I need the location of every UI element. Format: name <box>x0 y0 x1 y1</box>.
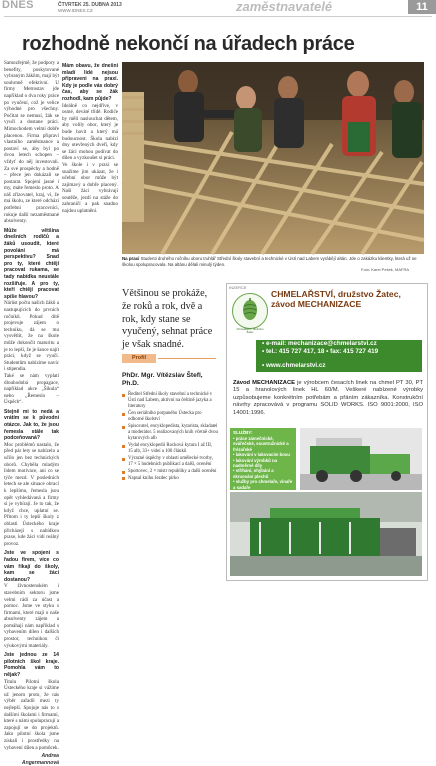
interview-question: Může většina dnešních rodičů a žáků usoudit, které povolání má perspektivu? Snad pro ty, které chtějí pracovat rukama, se tady nabídka neustále rozšiřuje. A pro ty, kteří chtějí pracovat spíše hlavou? <box>4 227 59 300</box>
article-column-1 <box>4 60 59 766</box>
article-column-2 <box>62 60 118 590</box>
ad-title: CHMELAŘSTVÍ, družstvo Žatec, závod MECHANIZACE <box>271 289 401 310</box>
brand-logo: DNES <box>2 0 34 11</box>
profile-bullet: Čen seriálního porpaného Ústecka pro odborné školství <box>122 411 218 423</box>
issue-date: ČTVRTEK 25. DUBNA 2013 <box>58 2 122 8</box>
profile-bullet: Spisovatel, encyklopedista, kytarista, skladatel a moderátor. 5 realizovaných knih včetně dvou kytarových alb <box>122 424 218 443</box>
ad-services-box <box>230 428 296 490</box>
paragraph: Titulu Pilotní škola Ústeckého kraje si vážíme už jenom proto, že nás výběr zařadil mezi ty nejlepší. Spojuje nás to s dalšími školami i firmami, které s námi spolupracují a zapojují se do projektů. Jako pilotní škola jsme získali i prostředky na vybavení dílen a pomůcek. <box>4 678 59 751</box>
section-title: zaměstnavatelé <box>236 0 333 14</box>
ad-email[interactable]: • e-mail: mechanizace@chmelarstvi.cz <box>262 340 377 347</box>
service-item: • lakování v lakovacím boxu <box>233 452 295 457</box>
article-photo <box>122 62 424 254</box>
profile-bullets <box>122 392 218 482</box>
profile-bullet: Napsal knihu Jezdec pírko <box>122 476 218 482</box>
service-item: • služby pro chmelaře, vinaře a sadaře <box>233 479 295 490</box>
header-rule <box>4 16 432 17</box>
interview-question: Stejně mi to nedá a vrátím se k původní otázce. Jak to, že jsou řemesla stále tak podceňovaná? <box>4 408 59 442</box>
profile-tag-label: Profil <box>132 355 147 361</box>
paragraph: V živnostenském i stavebním sektoru jsme velmi rádi za účast a pomoc. Jsme ve styku s firmami, které mají o naše absolventy zájem a pomáhají nám například s vybavením dílen i dalších prostor, technikou či výukovými materiály. <box>4 583 59 649</box>
company-logo <box>232 293 268 329</box>
ad-website[interactable]: • www.chmelarstvi.cz <box>262 362 326 369</box>
ad-services-heading: SLUŽBY: <box>233 430 253 435</box>
interview-question: Jste ve spojení s řadou firem, více co vám říkají do školy, kam se žáci dostanou? <box>4 550 59 583</box>
photo-caption-text: Studenti druhého ročníku oboru truhlář Střední školy stavební a technické v Ústí nad Labem vyrábějí altán. Jde o zakázku klientky, která už se školou spolupracovala. Na altánu dělali minulý týden. <box>122 256 417 267</box>
profile-bullet: Sportovec, 2 × mistr republiky a další ocenění <box>122 469 218 475</box>
pull-quote: Většinou se prokáže, že roků a rok, dvě a rok, kdy stane se vyučený, sehnat práce je však snadné. <box>122 288 213 351</box>
author-signature: Andrea Angermannová <box>21 753 59 766</box>
service-item: • stříhání, ohýbání a skruování plechů <box>233 468 295 479</box>
machine-photo-2 <box>230 492 422 576</box>
photo-caption <box>122 256 424 267</box>
machine-illustration-2 <box>230 492 422 576</box>
profile-bullet: Ředitel Střední školy stavební a technické v Ústí nad Labem, aktivní na češtině jazyka a literatury <box>122 392 218 411</box>
service-item: • práce zámečnické, svářečské, soustružnické a frézařské <box>233 436 295 452</box>
ad-description <box>233 380 423 417</box>
paragraph: Samozřejmě, že podpory a benefity, poskytované vybraným žákům, mají být souhrnně efektivní. U firmy Metrostav jde například o dva roky práce po vyučení, což je velice výhodné pro všechny. Počítat se nemusí, žák se vyučí a dostane práci. Mimochodem velmi dobře placenou. Firma připraví vlastního zaměstnance a postaví se, aby byl po dvou letech schopen – vždyť do něj investovali. Za své prospěchy a hodně – přece jen dokázali se postarat. Spojení jasné i my, máte řemeslo proto. A náš zřizovatel, kraj, ví, že má školu, ze které odchází potřební pracovníci, rokuje další nezaměstnané absolventy. <box>4 60 59 225</box>
paragraph: Ideálně co nejdříve, v osmé, deváté třídě. Rodiče by měli naslouchat dětem, aby volily obor, který je bude bavit a který má budoucnost. Škola nabízí dny otevřených dveří, kdy se žáci mohou podívat do dílen a vyzkoušet si práci. <box>62 102 118 162</box>
interview-question: Jste jednou ze 14 pilotních škol kraje. Pomohla vám to nějak? <box>4 652 59 679</box>
paragraph: Moc problémů nastalo, že před pár lety se nabízelo a učilo jen bez technických oborů. Chyběla mladým lidem motivace, ani co se týče mezd. V posledních letech se ale situace obrací k lepšímu, řemesla jsou opět vyhledávaná a firmy si je vybírají. Je to tak, že když chce, uplatní se. Přitom i ty lepší školy z oblasti Ústeckého kraje přicházejí s nabídkou praxe, kde žáci vidí reálný provoz. <box>4 441 59 547</box>
ad-web-box <box>256 362 422 372</box>
profile-bullet: Vydal encyklopedii Rocková kytara I až III, 15 alb, 33+ videí a 100 článků <box>122 443 218 455</box>
ad-description-bold: Závod MECHANIZACE <box>233 380 295 386</box>
company-logo-text: Chmelařství, družstvo Žatec <box>236 327 264 335</box>
profile-rule <box>158 358 216 359</box>
paragraph: Ve škole i v praxi se snažíme jim ukázat, že i učební obor může být zajímavý a dobře placený. Naši žáci vyhrávají soutěže, jezdí na stáže do zahraničí a pak snadno najdou uplatnění. <box>62 161 118 215</box>
website: WWW.IDNES.CZ <box>58 8 93 13</box>
paragraph: Nárůst počtu našich žáků a nastupujících do prvních ročníků. Pokud dítě projevuje zájem o techniku, dá se mu vysvětlit, že na škole může dokončit maturitu a je to lepší, že je šance najít práci, když se vyučí. Studentům nabízíme navíc i stipendia. <box>4 300 59 373</box>
ad-description-text: je výrobcem česacích linek na chmel PT 30, PT 15 a hranolových linek HL 60/M. Veškeré nabízené výrobky uzpůsobujeme konkrétním potřebám a přáním zákazníka. Konstrukční návrhy zpracovává v programu SOLID WORKS. ISO 9001:2000, ISO 14001:1996. <box>233 380 423 416</box>
profile-tag <box>122 354 156 363</box>
photo-credit: Foto: Karel Pešek, MAFRA <box>361 267 410 272</box>
workshop-photo-illustration <box>122 62 424 254</box>
paragraph: Také se nám vyplatí dlouhodobá propagace, například akce „Šikula“ nebo „Řemeslo – Úspěch“. <box>4 372 59 406</box>
ad-phone: • tel.: 415 727 417, 18 • fax: 415 727 419 <box>262 348 379 356</box>
machine-photo-1 <box>300 428 422 490</box>
page-number: 11 <box>408 0 436 14</box>
photo-caption-bold: Na praxi <box>122 256 140 261</box>
hop-icon <box>233 294 267 328</box>
profile-bullet: Výrazné úspěchy v oblasti umělecké tvorby, 17 × 5 hudebních publikací a další, ocenění <box>122 456 218 468</box>
ad-label: INZERCE <box>229 285 247 290</box>
ad-services-list <box>233 436 295 495</box>
headline: rozhodně nekončí na úřadech práce <box>22 33 355 55</box>
interview-question: Mám obavu, že dnešní mladí lidé nejsou připraveni na praxi. Kdy je podle vás dobrý čas, aby se žák rozhodl, kam půjde? <box>62 63 118 102</box>
machine-illustration-1 <box>300 428 422 490</box>
masthead <box>0 0 436 14</box>
service-item: • lakování výrobků na nadměrné díly <box>233 458 295 469</box>
ad-contact-box <box>256 340 422 362</box>
profile-name: PhDr. Mgr. Vítězslav Štefl, Ph.D. <box>122 372 203 388</box>
